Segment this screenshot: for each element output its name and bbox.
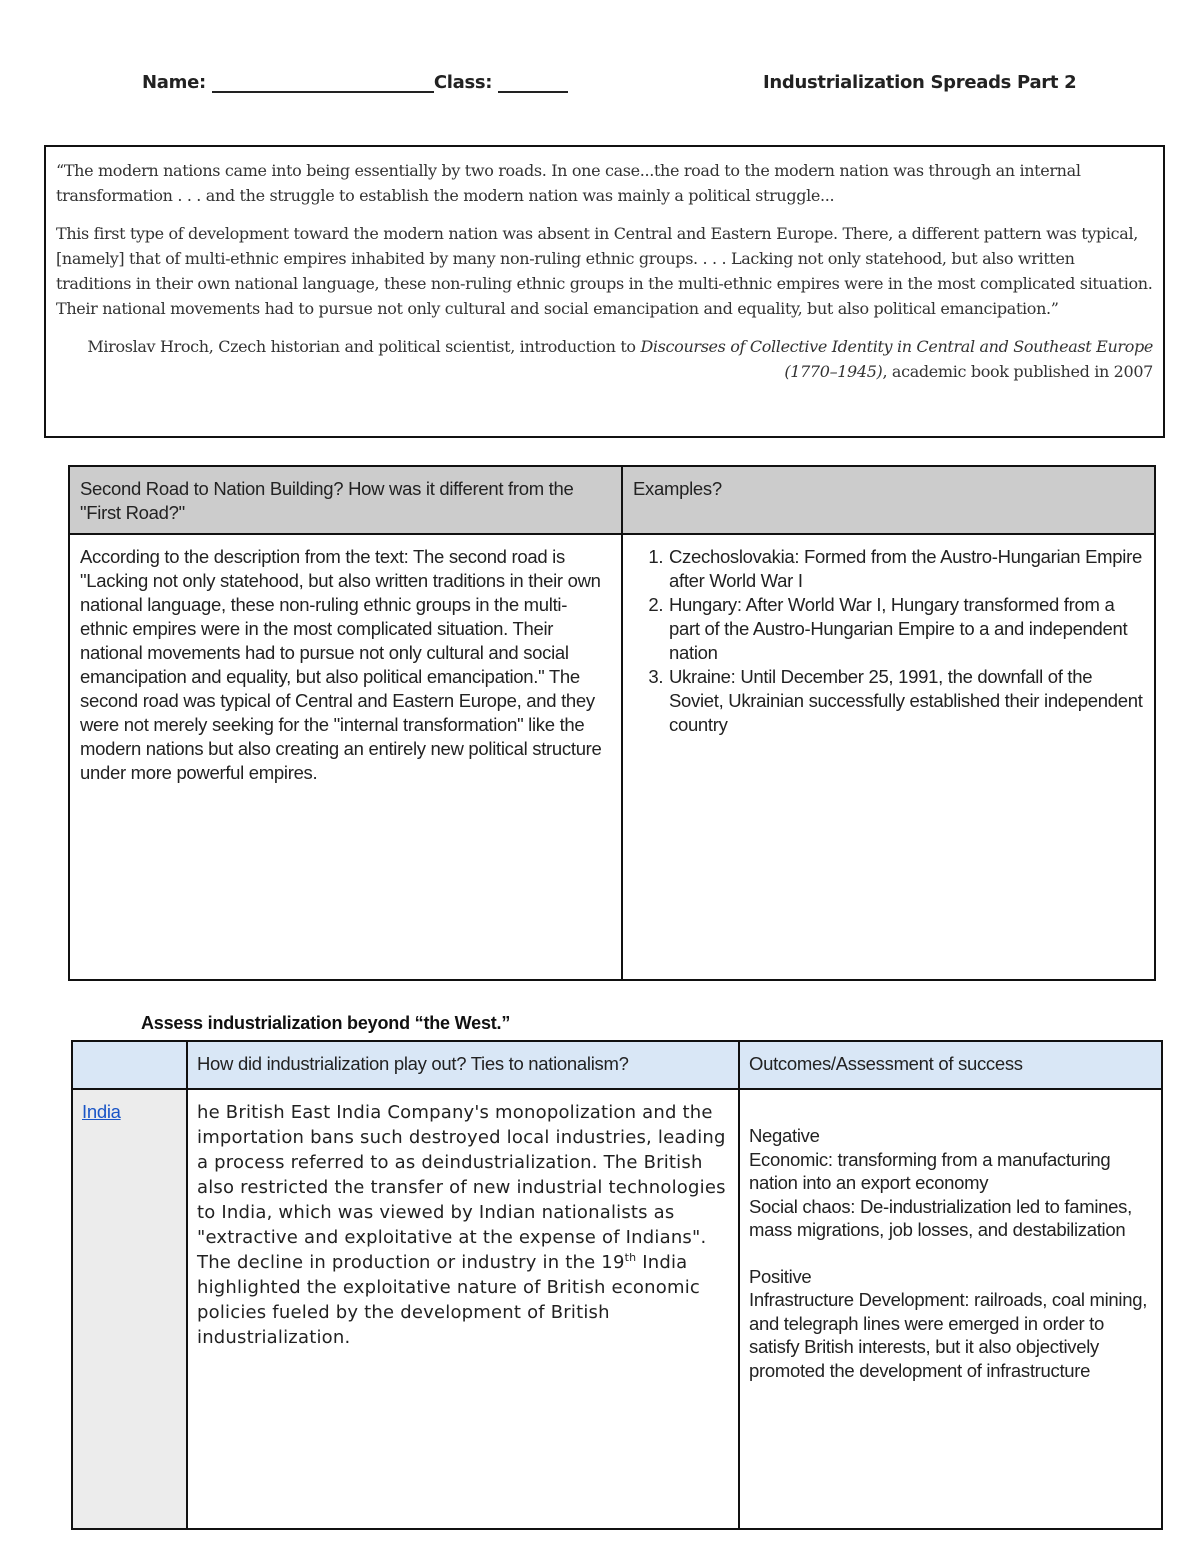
class-blank[interactable] [498,73,568,93]
spacer [749,1242,1152,1265]
examples-list [633,545,1144,737]
country-cell [72,1089,187,1529]
examples-answer[interactable] [622,534,1155,980]
second-road-header: Second Road to Nation Building? How was it different from the "First Road?" [69,466,622,534]
quote-paragraph-2: This first type of development toward the modern nation was absent in Central and Eastern Europe. There, a different pattern was typical, [namely] that of multi-ethnic empires inhabited by many non-ruling ethnic groups. . . . Lacking not only statehood, but also written traditions in their own national language, these non-ruling ethnic groups in the multi-ethnic empires were in the most complicated situation. Their national movements had to pursue not only cultural and social emancipation and equality, but also political emancipation.” [56,224,1153,318]
worksheet-title: Industrialization Spreads Part 2 [763,72,1077,93]
india-industrialization-text [197,1100,729,1350]
list-item: 2. Hungary: After World War I, Hungary transformed from a part of the Austro-Hungarian Empire to a and independent nation [668,593,1144,665]
assess-table [71,1040,1163,1530]
second-road-answer[interactable]: According to the description from the text: The second road is "Lacking not only statehood, but also written traditions in their own national language, these non-ruling ethnic groups in the multi-ethnic empires were in the most complicated situation. Their national movements had to pursue not only cultural and social emancipation and equality, but also political emancipation." The second road was typical of Central and Eastern Europe, and they were not merely seeking for the "internal transformation" like the modern nations but also creating an entirely new political structure under more powerful empires. [69,534,622,980]
superscript-th: th [624,1251,637,1264]
india-text-part-1: he British East India Company's monopolization and the importation bans such destroyed local industries, leading a process referred to as deindustrialization. The British also restricted the transfer of new industrial technologies to India, which was viewed by Indian nationalists as "extractive and exploitative at the expense of Indians". The decline in production or industry in the 19 [197,1102,726,1273]
table-header-row [69,466,1155,534]
second-road-table [68,465,1156,981]
examples-header: Examples? [622,466,1155,534]
india-link[interactable]: India [82,1101,121,1122]
industrialization-answer[interactable] [187,1089,739,1529]
list-item: 1. Czechoslovakia: Formed from the Austro-Hungarian Empire after World War I [668,545,1144,593]
attribution-book-title: Discourses of Collective Identity in Central and Southeast Europe (1770–1945) [640,337,1153,381]
negative-label: Negative [749,1125,820,1146]
assess-section-title: Assess industrialization beyond “the West.” [141,1013,511,1033]
negative-economic: Economic: transforming from a manufacturing nation into an export economy [749,1148,1111,1193]
attribution-prefix: Miroslav Hroch, Czech historian and political scientist, introduction to [87,337,641,356]
quote-box [44,145,1165,438]
name-label: Name: [142,72,206,93]
quote-paragraph-1: “The modern nations came into being essentially by two roads. In one case...the road to the modern nation was through an internal transformation . . . and the struggle to establish the modern nation was mainly a political struggle... [56,161,1081,205]
name-class-line [142,72,568,93]
list-item: 3. Ukraine: Until December 25, 1991, the downfall of the Soviet, Ukrainian successfully established their independent country [668,665,1144,737]
positive-label: Positive [749,1265,812,1287]
quote-attribution [56,334,1153,384]
attribution-suffix: , academic book published in 2007 [882,362,1153,381]
table-row [69,534,1155,980]
industrialization-header: How did industrialization play out? Ties to nationalism? [187,1041,739,1089]
table-header-row [72,1041,1162,1089]
worksheet-header [0,72,1200,100]
positive-infrastructure: Infrastructure Development: railroads, coal mining, and telegraph lines were emerged in order to satisfy British interests, but it also objectively promoted the development of infrastructure [749,1289,1148,1381]
outcomes-header: Outcomes/Assessment of success [739,1041,1162,1089]
india-text-part-2: India highlighted the exploitative nature of British economic policies fueled by the development of British industrialization. [197,1252,700,1348]
empty-header-cell [72,1041,187,1089]
name-blank[interactable] [212,73,434,93]
negative-social: Social chaos: De-industrialization led to famines, mass migrations, job losses, and destabilization [749,1195,1132,1240]
table-row [72,1089,1162,1529]
outcomes-answer[interactable] [739,1089,1162,1529]
class-label: Class: [433,72,493,93]
